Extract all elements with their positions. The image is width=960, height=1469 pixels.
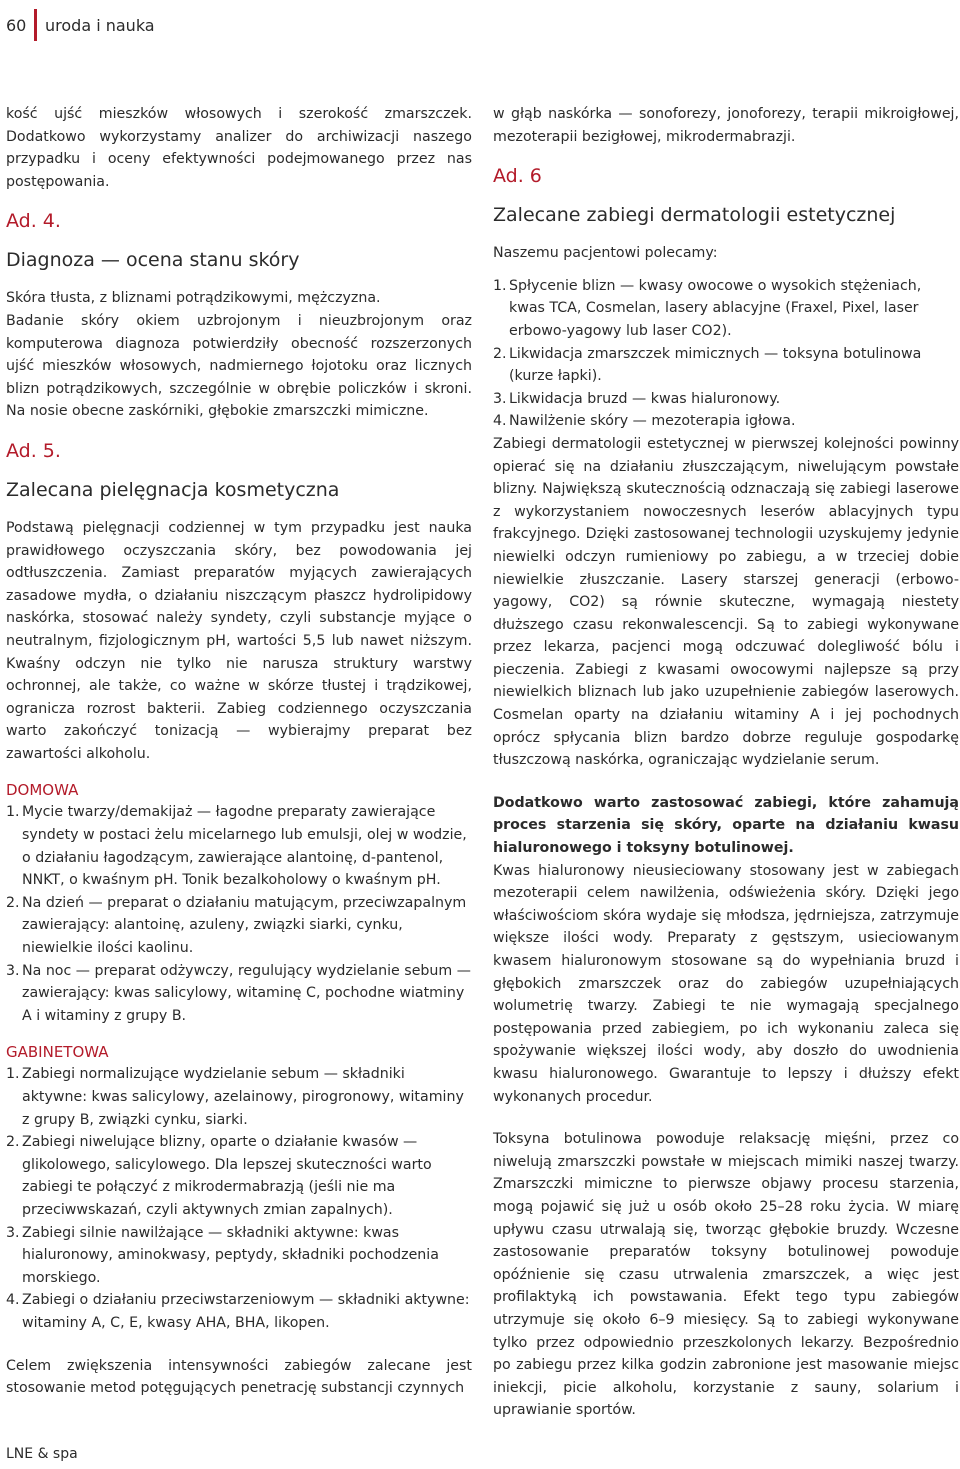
right-column [493,103,959,1422]
header-divider [34,9,37,41]
section-number: Ad. 6 [493,165,542,188]
page-header [0,0,960,60]
paragraph: kość ujść mieszków włosowych i szerokość zmarszczek. Dodatkowo wykorzystamy analizer do archiwizacji naszego przypadku i oceny efektywności podejmowanego przez nas postępowania. [6,106,472,190]
section-number: Ad. 4. [6,210,61,233]
bold-paragraph: Dodatkowo warto zastosować zabiegi, które zahamują proces starzenia się skóry, oparte na działaniu kwasu hialuronowego i toksyny botulinowej. [493,794,959,857]
paragraph: Kwas hialuronowy nieusieciowany stosowany jest w zabiegach mezoterapii celem nawilżenia, odświeżenia skóry. Dzięki jego właściwościom skóra wydaje się młodsza, jędrniejsza, zatrzymuje większe ilości wody. Preparaty z gęstszym, usieciowanym kwasem hialuronowym stosowane są do wypełniania bruzd i głębokich zmarszczek oraz do zabiegów uzupełniających wolumetrię twarzy. Zabiegi te nie wymagają specjalnego postępowania przed zabiegiem, po ich wykonaniu zaleca się spożywanie większej ilości wody, aby doszło do uwodnienia kwasu hialuronowego. Gwarantuje to lepszy i dłuższy efekt wykonanych procedur. [493,862,959,1105]
list-item: 3. Likwidacja bruzd — kwas hialuronowy. [493,390,781,407]
list-item: 4. Nawilżenie skóry — mezoterapia igłowa. [493,413,796,430]
page-number: 60 [6,16,27,35]
list-item: 4. Zabiegi o działaniu przeciwstarzeniowym — składniki aktywne: witaminy A, C, E, kwasy AHA, BHA, likopen. [6,1292,470,1331]
list-item: 2. Na dzień — preparat o działaniu matującym, przeciwzapalnym zawierający: alantoinę, azuleny, związki siarki, cynku, niewielkie ilości kaolinu. [6,894,467,957]
paragraph: Toksyna botulinowa powoduje relaksację mięśni, przez co niwelują zmarszczki powstałe w miejscach mimiki naszej twarzy. Zmarszczki mimiczne to pierwsze objawy procesu starzenia, mogą pojawić się już u osób około 25–28 roku życia. W miarę upływu czasu utrwalają się, tworząc głębokie bruzdy. Wczesne zastosowanie preparatów toksyny botulinowej powoduje opóźnienie się czasu utrwalenia zmarszczek, a więc jest profilaktyką ich powstawania. Efekt tego typu zabiegów utrzymuje się około 6–9 miesięcy. Są to zabiegi wykonywane tylko przez odpowiednio przeszkolonych lekarzy. Bezpośrednio po zabiegu przez kilka godzin zabronione jest masowanie miejsc iniekcji, picie alkoholu, korzystanie z sauny, solarium i uprawianie sportów. [493,1131,959,1419]
list-item: 1. Mycie twarzy/demakijaż — łagodne preparaty zawierające syndety w postaci żelu micelarnego lub emulsji, olej w wodzie, o działaniu łagodzącym, zawierające alantoinę, d-pantenol, NNKT, o kwaśnym pH. Tonik bezalkoholowy o kwaśnym pH. [6,804,467,889]
subsection-title-domowa: DOMOWA [6,781,79,800]
list-item: 3. Na noc — preparat odżywczy, regulujący wydzielanie sebum — zawierający: kwas salicylowy, witaminę C, pochodne wiatminy A i witaminy z grupy B. [6,962,471,1024]
paragraph: Skóra tłusta, z bliznami potrądzikowymi, mężczyzna. [6,290,381,307]
paragraph: Zabiegi dermatologii estetycznej w pierwszej kolejności powinny opierać się na działaniu złuszczającym, niwelującym powstałe blizny. Największą skutecznością odznaczają się zabiegi laserowe z wykorzystaniem nowoczesnych leserów ablacyjnych typu frakcyjnego. Dzięki zastosowanej technologii uzyskujemy jedynie niewielki odczyn rumieniowy po zabiegu, a w trzeciej dobie niewielkie złuszczanie. Lasery starszej generacji (erbowo-yagowy, CO2) są równie skuteczne, wymagają niestety dłuższego czasu rekonwalescencji. Są to zabiegi wykonywane przez lekarza, pacjenci mogą odczuwać dolegliwość bólu i pieczenia. Zabiegi z kwasami owocowymi najlepsze są przy niewielkich bliznach lub jako uzupełnienie zabiegów laserowych. Cosmelan oparty na działaniu witaminy A i jej pochodnych oprócz spłycania blizn bardzo dobrze reguluje gospodarkę tłuszczową naskórka, ograniczając wydzielanie serum. [493,435,959,769]
subsection-title-gabinetowa: GABINETOWA [6,1043,109,1062]
section-heading: Zalecane zabiegi dermatologii estetycznej [493,204,896,227]
recommendations-list [493,275,959,433]
list-item: 3. Zabiegi silnie nawilżające — składniki aktywne: kwas hialuronowy, aminokwasy, peptydy, składniki pochodzenia morskiego. [6,1224,439,1286]
section-heading: Zalecana pielęgnacja kosmetyczna [6,478,340,501]
paragraph: Celem zwiększenia intensywności zabiegów zalecane jest stosowanie metod potęgujących penetrację substancji czynnych [6,1357,472,1397]
footer-magazine-name: LNE & spa [6,1446,78,1462]
left-column [6,103,472,1400]
list-intro: Naszemu pacjentowi polecamy: [493,245,718,262]
list-item: 2. Zabiegi niwelujące blizny, oparte o działanie kwasów — glikolowego, salicylowego. Dla lepszej skuteczności warto zabiegi te połączyć z mikrodermabrazją (jeśli nie ma przeciwwskazań, czyli aktywnych zmian zapalnych). [6,1134,432,1218]
list-item: 1. Zabiegi normalizujące wydzielanie sebum — składniki aktywne: kwas salicylowy, azelainowy, pirogronowy, witaminy z grupy B, związki cynku, siarki. [6,1066,464,1128]
list-item: 2. Likwidacja zmarszczek mimicznych — toksyna botulinowa (kurze łapki). [493,345,922,385]
gabinetowa-list [6,1063,472,1334]
section-name: uroda i nauka [45,16,155,35]
paragraph: w głąb naskórka — sonoforezy, jonoforezy, terapii mikroigłowej, mezoterapii bezigłowej, mikrodermabrazji. [493,106,959,145]
paragraph: Podstawą pielęgnacji codziennej w tym przypadku jest nauka prawidłowego oczyszczania skóry, bez powodowania jej odtłuszczenia. Zamiast preparatów myjących zawierających zasadowe mydła, o działaniu niszczącym płaszcz hydrolipidowy naskórka, stosować należy syndety, czyli substancje myjące o neutralnym, fizjologicznym pH, wartości 5,5 lub nawet niższym. Kwaśny odczyn nie tylko nie narusza struktury warstwy ochronnej, ale także, co ważne w skórze tłustej i trądzikowej, ogranicza rozrost bakterii. Zabieg codziennego oczyszczania warto zakończyć tonizacją — wybierajmy preparat bez zawartości alkoholu. [6,519,472,762]
list-item: 1. Spłycenie blizn — kwasy owocowe o wysokich stężeniach, kwas TCA, Cosmelan, lasery ablacyjne (Fraxel, Pixel, laser erbowo-yagowy lub laser CO2). [493,277,922,339]
paragraph: Badanie skóry okiem uzbrojonym i nieuzbrojonym oraz komputerowa diagnoza potwierdziły obecność rozszerzonych ujść mieszków włosowych, nadmiernego łojotoku oraz licznych blizn potrądzikowych, szczególnie w obrębie policzków i skroni. Na nosie obecne zaskórniki, głębokie zmarszczki mimiczne. [6,312,472,420]
section-number: Ad. 5. [6,439,61,462]
domowa-list [6,801,472,1027]
section-heading: Diagnoza — ocena stanu skóry [6,249,300,272]
